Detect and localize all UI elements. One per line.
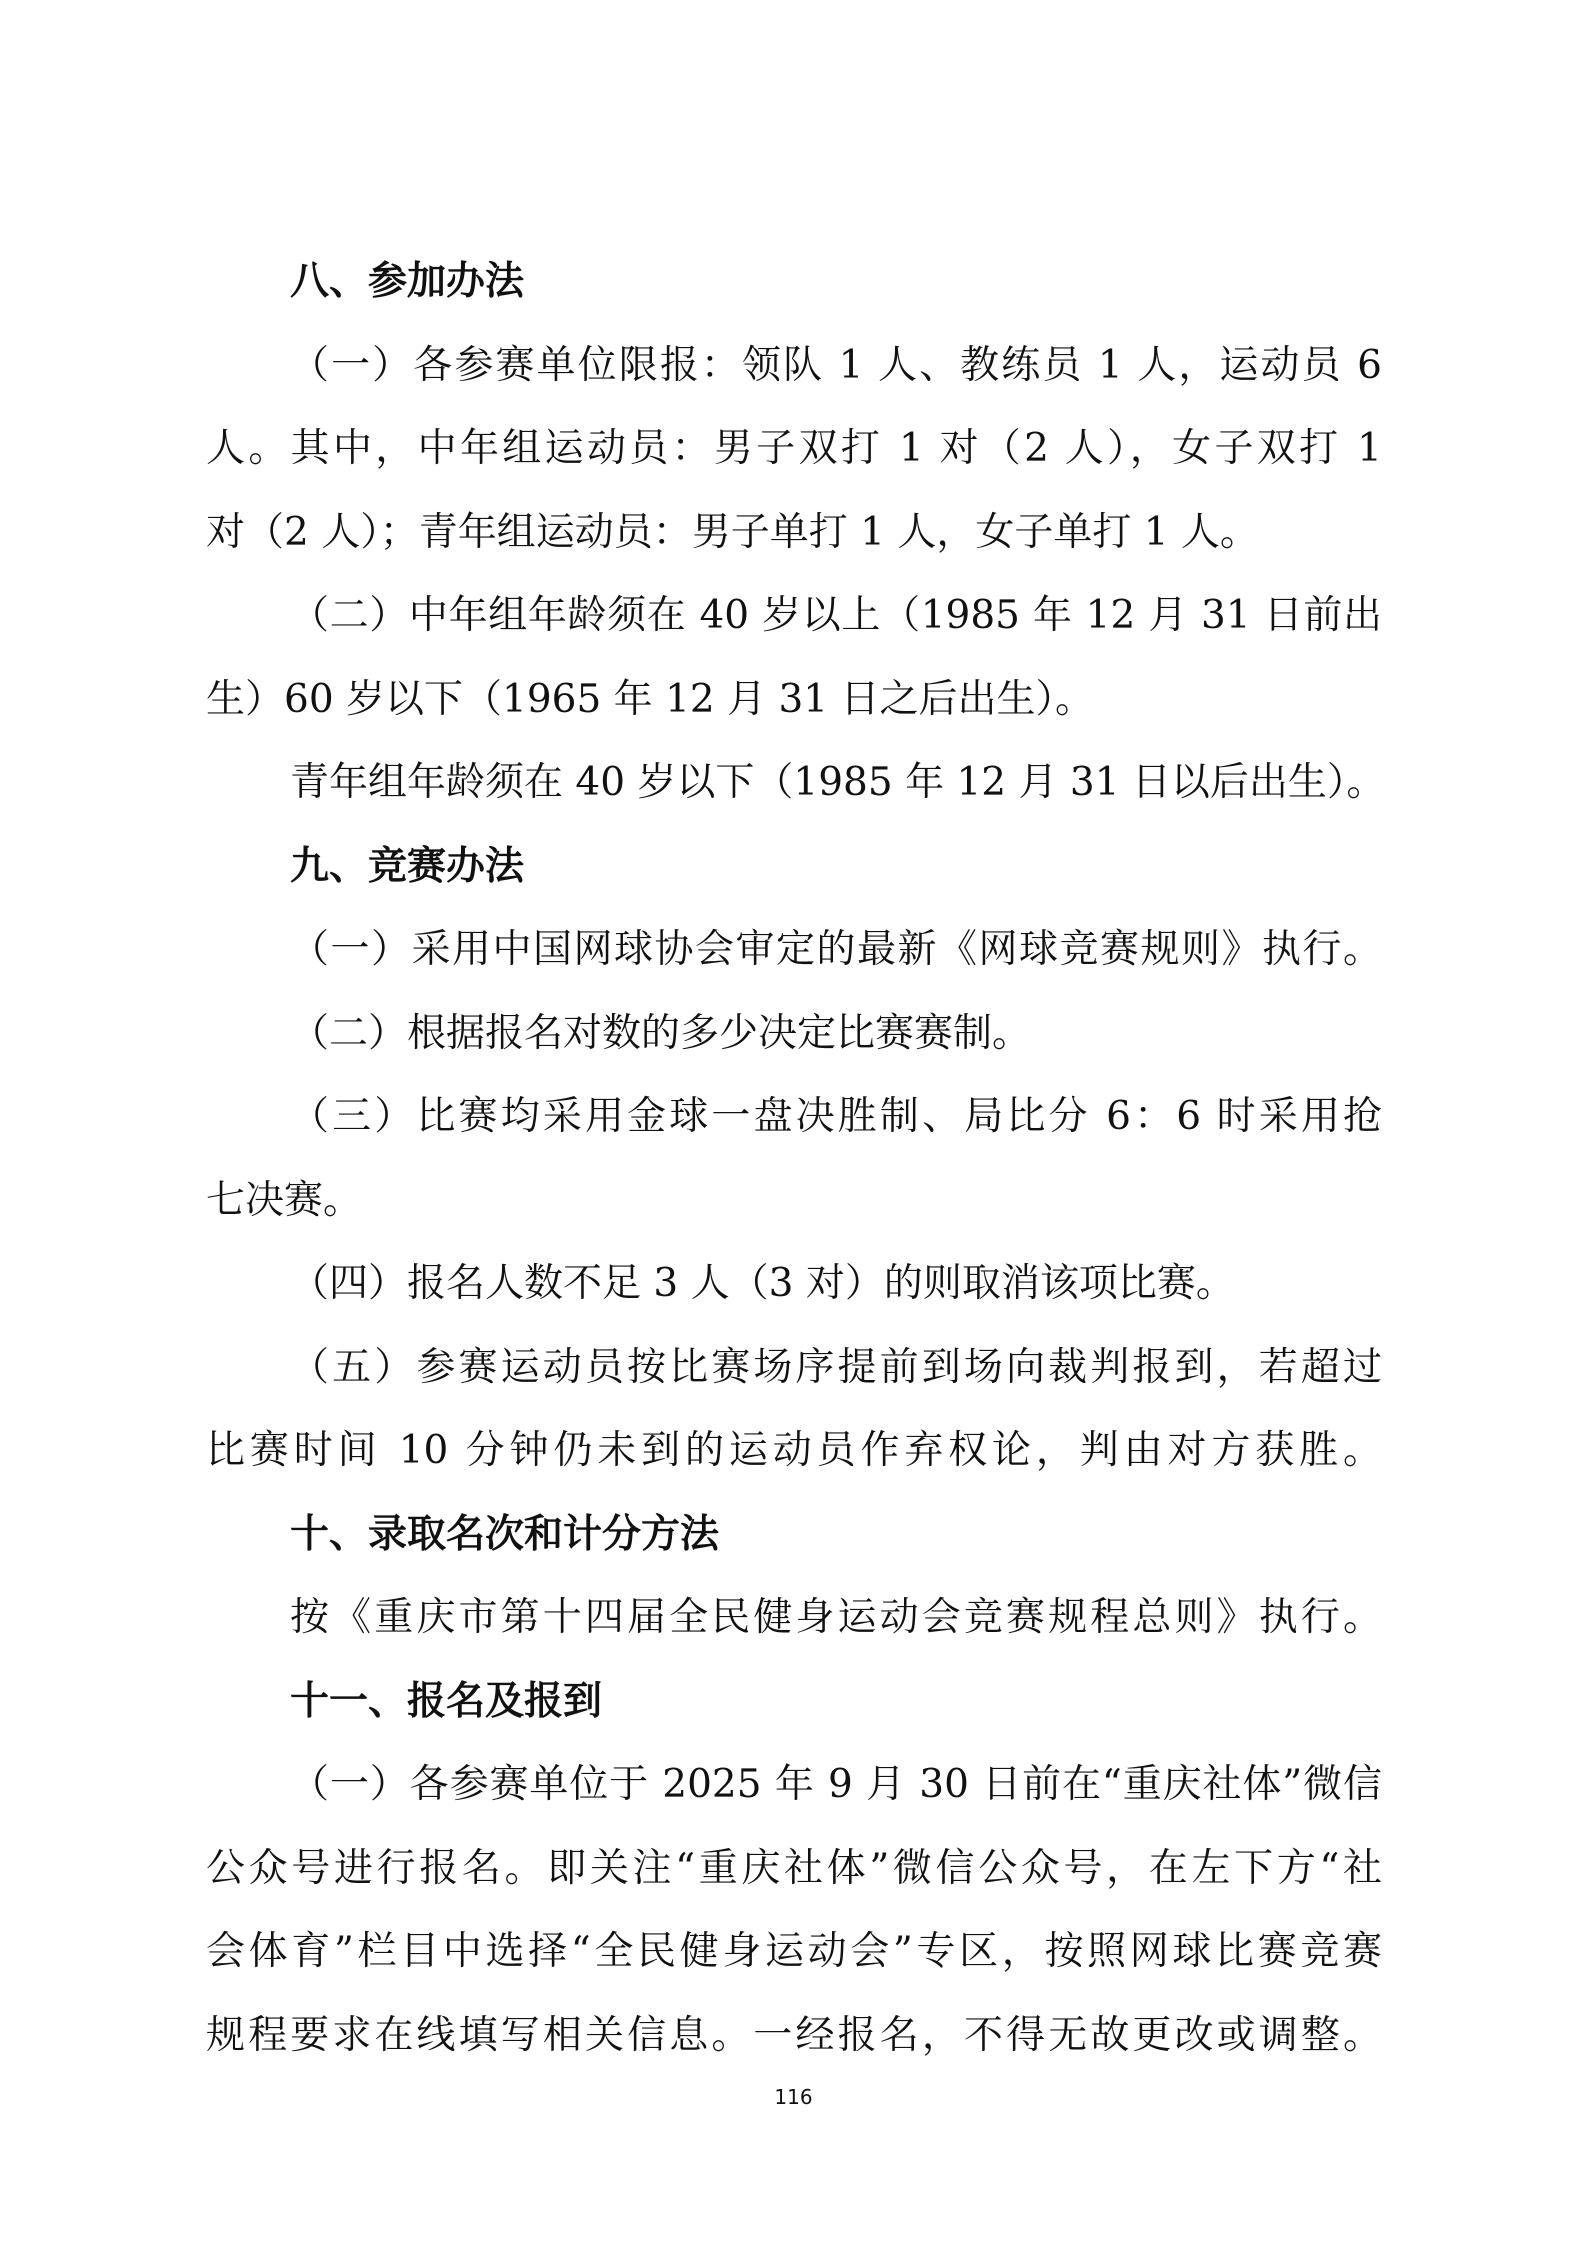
paragraph-line: （三）比赛均采用金球一盘决胜制、局比分 6：6 时采用抢	[290, 1094, 1382, 1139]
paragraph-line: 对（2 人）；青年组运动员：男子单打 1 人，女子单打 1 人。	[206, 509, 1259, 555]
paragraph-line: 比赛时间 10 分钟仍未到的运动员作弃权论，判由对方获胜。	[206, 1428, 1382, 1473]
paragraph-line: 人。其中，中年组运动员：男子双打 1 对（2 人），女子双打 1	[206, 426, 1382, 471]
paragraph-line: 七决赛。	[206, 1177, 363, 1223]
page-number: 116	[774, 2085, 813, 2109]
paragraph-line: （五）参赛运动员按比赛场序提前到场向裁判报到，若超过	[290, 1344, 1382, 1390]
paragraph-line: （一）采用中国网球协会审定的最新《网球竞赛规则》执行。	[290, 927, 1382, 972]
paragraph-line: （四）报名人数不足 3 人（3 对）的则取消该项比赛。	[290, 1261, 1235, 1306]
paragraph-line: 公众号进行报名。即关注“重庆社体”微信公众号，在左下方“社	[206, 1845, 1382, 1891]
paragraph-line: 按《重庆市第十四届全民健身运动会竞赛规程总则》执行。	[290, 1595, 1382, 1640]
section-heading: 十、录取名次和计分方法	[290, 1511, 720, 1557]
paragraph-line: 规程要求在线填写相关信息。一经报名，不得无故更改或调整。	[206, 2012, 1382, 2058]
paragraph-line: 生）60 岁以下（1965 年 12 月 31 日之后出生）。	[206, 676, 1095, 722]
paragraph-line: （二）中年组年龄须在 40 岁以上（1985 年 12 月 31 日前出	[290, 593, 1382, 638]
paragraph-line: （二）根据报名对数的多少决定比赛赛制。	[290, 1010, 1032, 1056]
section-heading: 九、竞赛办法	[290, 843, 525, 889]
paragraph-line: （一）各参赛单位限报：领队 1 人、教练员 1 人，运动员 6	[290, 342, 1382, 388]
paragraph-line: 会体育”栏目中选择“全民健身运动会”专区，按照网球比赛竞赛	[206, 1929, 1382, 1974]
section-heading: 十一、报名及报到	[290, 1678, 603, 1724]
paragraph-line: 青年组年龄须在 40 岁以下（1985 年 12 月 31 日以后出生）。	[290, 760, 1386, 805]
document-body	[206, 240, 1386, 2077]
section-heading: 八、参加办法	[290, 259, 525, 304]
paragraph-line: （一）各参赛单位于 2025 年 9 月 30 日前在“重庆社体”微信	[290, 1762, 1382, 1807]
